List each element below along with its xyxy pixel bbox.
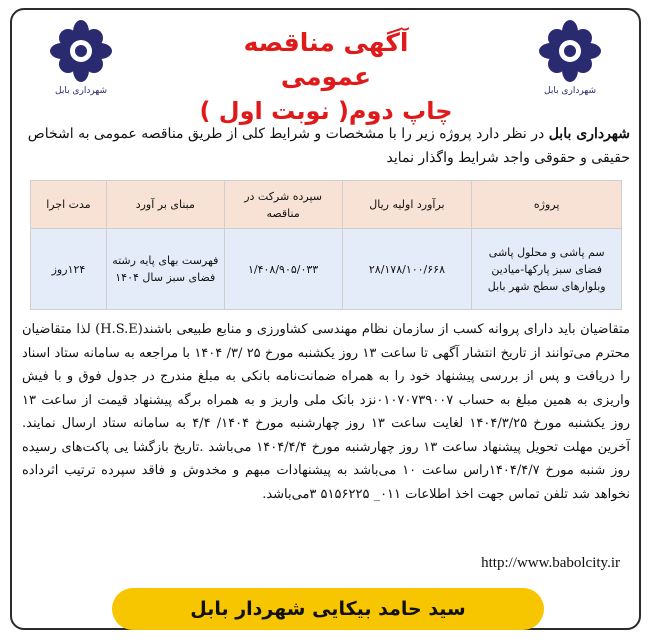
notice-title xyxy=(196,26,456,125)
signature-bar xyxy=(112,588,544,630)
intro-paragraph xyxy=(22,122,630,170)
header-basis: مبنای بر آورد xyxy=(106,181,224,229)
organization-name: شهرداری بابل xyxy=(548,126,630,142)
logo-right xyxy=(529,18,611,104)
babol-municipality-emblem-icon xyxy=(48,18,114,84)
table-row xyxy=(31,229,622,310)
logo-left xyxy=(40,18,122,104)
title-line-2: ( نوبت اول )چاپ دوم xyxy=(199,97,453,125)
logo-caption-left: شهرداری بابل xyxy=(55,86,107,96)
tender-table xyxy=(30,180,622,310)
header-project: پروژه xyxy=(472,181,622,229)
header-duration: مدت اجرا xyxy=(31,181,107,229)
cell-project: سم پاشی و محلول پاشی فضای سبز پارکها-میادین وبلوارهای سطح شهر بابل xyxy=(472,229,622,310)
header-deposit: سپرده شرکت در مناقصه xyxy=(224,181,342,229)
babol-municipality-emblem-icon xyxy=(537,18,603,84)
cell-deposit: ۱/۴۰۸/۹۰۵/۰۳۳ xyxy=(224,229,342,310)
title-line-1: آگهی مناقصه عمومی xyxy=(243,28,409,91)
cell-duration: ۱۲۴روز xyxy=(31,229,107,310)
cell-estimate: ۲۸/۱۷۸/۱۰۰/۶۶۸ xyxy=(342,229,472,310)
signature-text: سید حامد بیکایی شهردار بابل xyxy=(190,598,466,620)
intro-text: در نظر دارد پروژه زیر را با مشخصات و شرایط کلی از طریق مناقصه عمومی به اشخاص حقیقی و حقوقی واجد شرایط واگذار نماید xyxy=(27,126,630,166)
logo-caption-right: شهرداری بابل xyxy=(544,86,596,96)
header-estimate: برآورد اولیه ریال xyxy=(342,181,472,229)
table-header-row xyxy=(31,181,622,229)
cell-basis: فهرست بهای پایه رشته فضای سبز سال ۱۴۰۴ xyxy=(106,229,224,310)
conditions-paragraph: متقاضیان باید دارای پروانه کسب از سازمان نظام مهندسی کشاورزی و منابع طبیعی باشند(H.S.E) لذا متقاضیان محترم می‌توانند از تاریخ انتشار آگهی تا ساعت ۱۳ روز یکشنبه مورخ ۲۵ /۳/ ۱۴۰۴ با مراجعه به سامانه ستاد اسناد را دریافت و پس از بررسی پیشنهاد خود را به همراه ضمانت‌نامه بانکی به مبلغ مندرج در جدول فوق و با فیش واریزی به همین مبلغ به حساب ۰۱۰۷۰۷۳۹۰۰۷نزد بانک ملی واریز و به همراه برگه پیشنهاد قیمت از ساعت ۱۳ روز یکشنبه مورخ ۱۴۰۴/۳/۲۵ لغایت ساعت ۱۳ روز چهارشنبه مورخ ۱۴۰۴/ ۴/۴ به سامانه ستاد ارسال نمایند. آخرین مهلت تحویل پیشنهاد ساعت ۱۳ روز چهارشنبه مورخ ۱۴۰۴/۴/۴ می‌باشد .تاریخ بازگشا یی پاکت‌های رسیده روز شنبه مورخ ۱۴۰۴/۴/۷راس ساعت ۱۰ می‌باشد به پیشنهادات مبهم و مخدوش و فاقد سپرده ترتیب اثرداده نخواهد شد تلفن تماس جهت اخذ اطلاعات ۰۱۱_ ۵۱۵۶۲۲۵ ۳می‌باشد. xyxy=(22,322,631,502)
website-url: http://www.babolcity.ir xyxy=(481,555,620,571)
